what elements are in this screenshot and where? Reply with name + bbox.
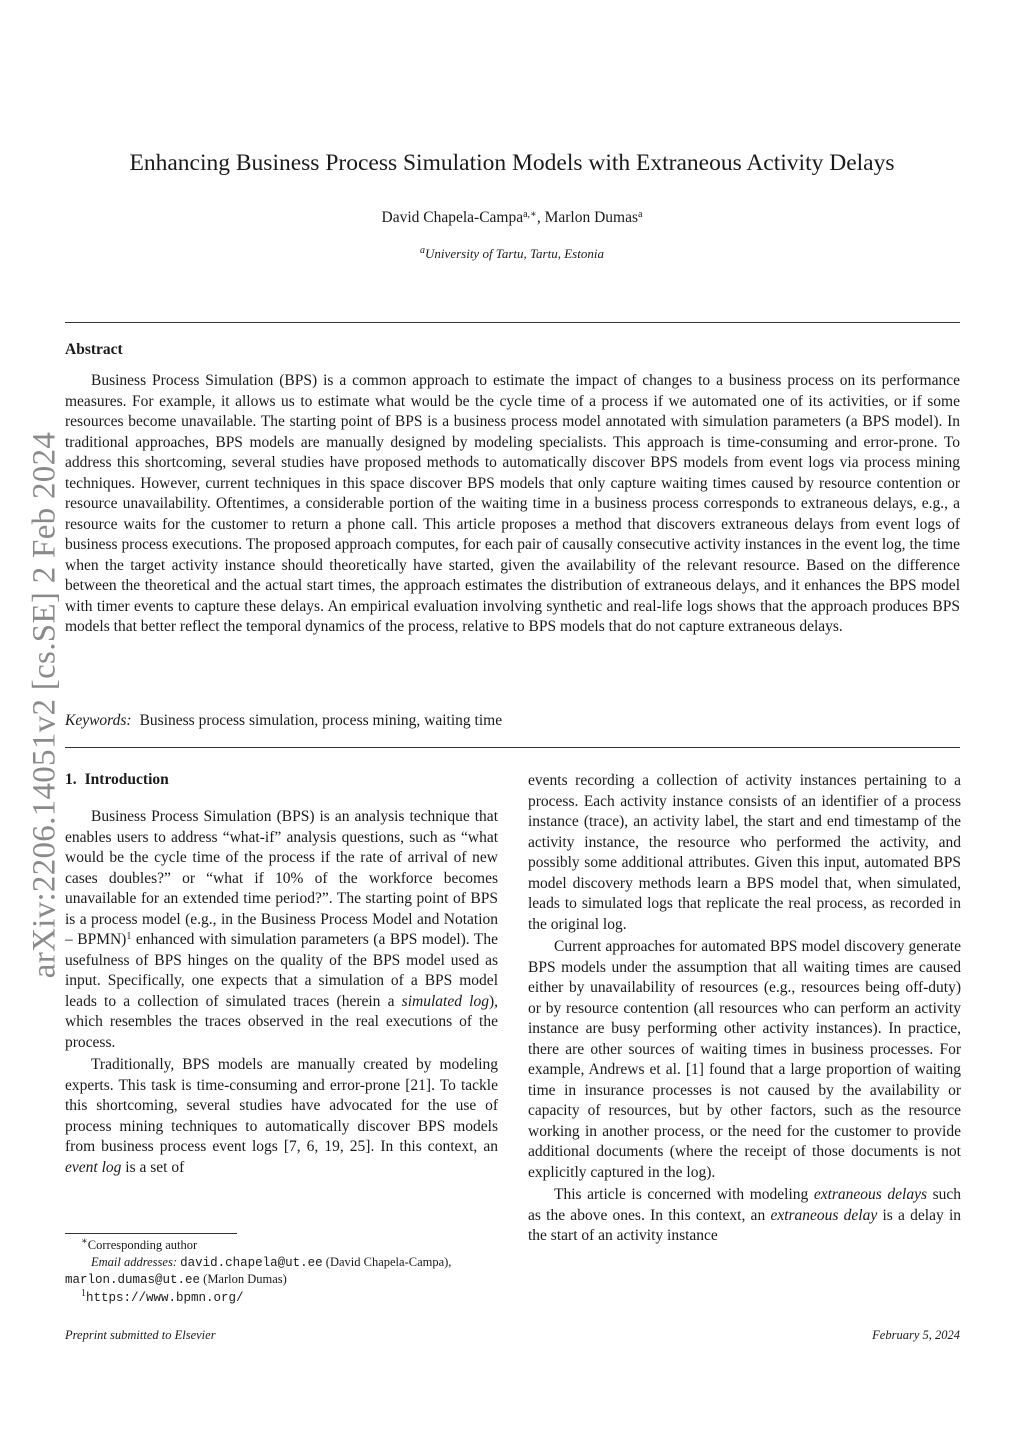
text-run: is a set of — [121, 1158, 185, 1176]
text-run: This article is concerned with modeling — [554, 1186, 814, 1203]
abstract-text: Business Process Simulation (BPS) is a common approach to estimate the impact of changes to a business process on its performance measures. For example, it allows us to estimate what would be the cycle time of a process if we automated one of its activities, or if some resources become unavailable. The starting point of BPS is a business process model annotated with simulation parameters (a BPS model). In traditional approaches, BPS models are manually designed by modeling specialists. This approach is time-consuming and error-prone. To address this shortcoming, several studies have proposed methods to automatically discover BPS models from event logs via process mining techniques. However, current techniques in this space discover BPS models that only capture waiting times caused by resource contention or resource unavailability. Oftentimes, a considerable portion of the waiting time in a business process corresponds to extraneous delays, e.g., a resource waits for the customer to return a phone call. This article proposes a method that discovers extraneous delays from event logs of business process executions. The proposed approach computes, for each pair of causally consecutive activity instances in the event log, the time when the target activity instance should theoretically have started, given the availability of the relevant resource. Based on the difference between the theoretical and the actual start times, the approach estimates the distribution of extraneous delays, and it enhances the BPS model with timer events to capture these delays. An empirical evaluation involving synthetic and real-life logs shows that the approach produces BPS models that better reflect the temporal dynamics of the process, relative to BPS models that do not capture extraneous delays. — [65, 372, 960, 635]
emphasis: simulated log — [401, 992, 489, 1010]
keywords-text: Business process simulation, process mining, waiting time — [139, 712, 503, 729]
intro-paragraph-1 — [65, 807, 498, 1053]
left-column — [65, 807, 498, 1180]
affiliation-text: University of Tartu, Tartu, Estonia — [425, 246, 604, 261]
keywords-label: Keywords: — [65, 712, 132, 729]
author-1: David Chapela-Campa — [381, 209, 524, 226]
intro-paragraph-5 — [528, 1185, 961, 1247]
footnote-divider — [65, 1233, 237, 1234]
arxiv-stamp: arXiv:2206.14051v2 [cs.SE] 2 Feb 2024 — [26, 431, 63, 979]
emphasis: event log — [65, 1158, 122, 1176]
email-link-1[interactable]: david.chapela@ut.ee — [180, 1255, 323, 1270]
intro-paragraph-2 — [65, 1055, 498, 1178]
email-link-2[interactable]: marlon.dumas@ut.ee — [65, 1273, 201, 1287]
footnotes — [65, 1237, 498, 1306]
keywords — [65, 712, 502, 730]
text-run: enhanced with simulation parameters (a BPS model). The usefulness of BPS hinges on the quality of the BPS model used as input. Specifically, one expects that a simulation of a BPS model leads to a collection of simulated traces (herein a — [65, 931, 498, 1010]
section-title: Introduction — [84, 771, 169, 788]
emphasis: extraneous delay — [770, 1206, 878, 1224]
emphasis: extraneous delays — [813, 1186, 928, 1203]
right-column — [528, 771, 961, 1249]
footnote-text: Corresponding author — [87, 1238, 198, 1252]
top-divider — [65, 322, 960, 323]
footnote-corresponding — [65, 1237, 498, 1254]
affiliation-mark: a — [420, 245, 426, 256]
intro-paragraph-4: Current approaches for automated BPS model discovery generate BPS models under the assumption that all waiting times are caused either by unavailability of resources (e.g., resources being off-duty) or by resource contention (all resources who can perform an activity instance are busy performing other activity instances). In practice, there are other sources of waiting times in business processes. For example, Andrews et al. [1] found that a large proportion of waiting time in insurance processes is not caused by the availability or capacity of resources, but by other factors, such as the resource working in another process, or the need for the customer to provide additional documents (where the receipt of those documents is not explicitly captured in the log). — [528, 938, 961, 1181]
paper-title: Enhancing Business Process Simulation Models with Extraneous Activity Delays — [129, 150, 895, 176]
footnote-mark: ∗ — [81, 1236, 88, 1247]
intro-paragraph-3: events recording a collection of activity instances pertaining to a process. Each activity instance consists of an identifier of a process instance (trace), an activity label, the start and end timestamp of the activity instance, the resource who performed the activity, and possibly some additional attributes. Given this input, automated BPS model discovery methods learn a BPS model that, when simulated, leads to simulated logs that replicate the real process, as recorded in the original log. — [528, 772, 961, 933]
email-owner-2: (Marlon Dumas) — [200, 1272, 287, 1286]
footer-right: February 5, 2024 — [872, 1328, 960, 1342]
footnote-emails — [65, 1254, 498, 1289]
footnote-ref-1: 1 — [126, 931, 132, 942]
email-label: Email addresses: — [91, 1254, 177, 1269]
author-2: Marlon Dumas — [544, 209, 639, 226]
author-line — [0, 209, 1024, 227]
section-number: 1. — [65, 771, 77, 788]
footer-left: Preprint submitted to Elsevier — [65, 1328, 216, 1342]
footnote-1 — [65, 1289, 498, 1307]
bottom-divider — [65, 747, 960, 748]
author-2-mark: a — [638, 209, 643, 220]
author-1-mark: a,∗ — [523, 209, 537, 220]
footnote-mark: 1 — [81, 1287, 86, 1299]
abstract-heading: Abstract — [65, 341, 123, 358]
text-run: Traditionally, BPS models are manually created by modeling experts. This task is time-consuming and error-prone [21]. To tackle this shortcoming, several studies have advocated for the use of process mining techniques to automatically discover BPS models from business process event logs [7, 6, 19, 25]. In this context, an — [65, 1056, 498, 1155]
affiliation — [0, 246, 1024, 262]
text-run: Business Process Simulation (BPS) is an analysis technique that enables users to address “what-if” analysis questions, such as “what would be the cycle time of the process if the rate of arrival of new cases doubles?” or “what if 10% of the workforce becomes unavailable for an extended time period?”. The starting point of BPS is a process model (e.g., in the Business Process Model and Notation – BPMN) — [65, 808, 498, 948]
text-run: such as the above ones. In this context, an — [528, 1186, 961, 1224]
bpmn-url-link[interactable]: https://www.bpmn.org/ — [86, 1290, 244, 1305]
text-run: ), which resembles the traces observed in the real executions of the process. — [65, 992, 498, 1051]
text-run: is a delay in the start of an activity instance — [528, 1206, 962, 1244]
author-separator: , — [536, 209, 545, 226]
section-heading — [65, 771, 169, 789]
email-owner-1: (David Chapela-Campa), — [322, 1254, 452, 1269]
